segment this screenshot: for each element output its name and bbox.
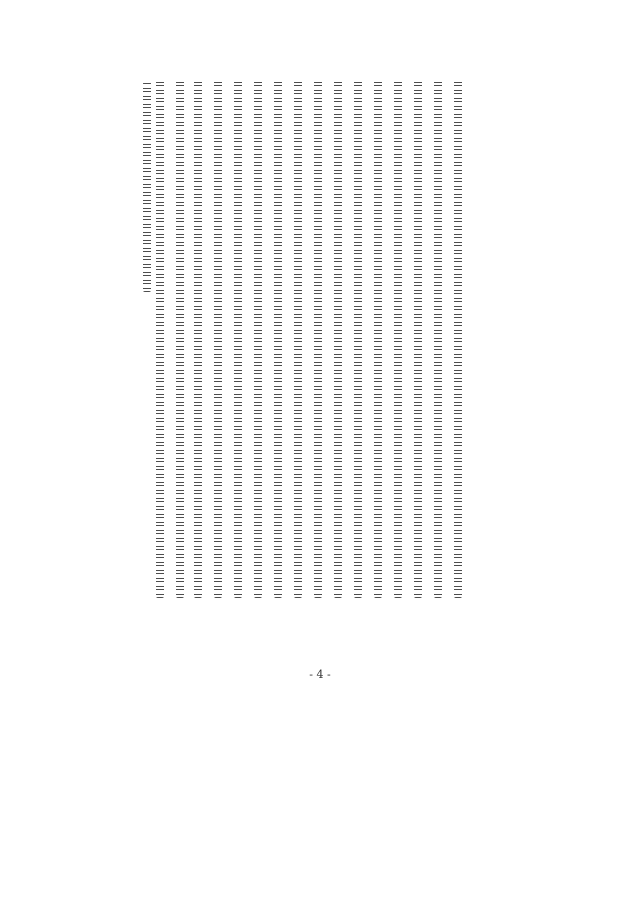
text-column bbox=[156, 78, 164, 598]
text-column bbox=[374, 78, 382, 598]
text-column bbox=[143, 82, 151, 292]
text-column bbox=[434, 78, 442, 598]
page-number: - 4 - bbox=[309, 668, 331, 681]
text-column bbox=[234, 78, 242, 598]
text-column bbox=[194, 78, 202, 598]
text-column bbox=[334, 78, 342, 598]
text-column bbox=[176, 78, 184, 598]
text-column bbox=[354, 78, 362, 598]
text-column bbox=[294, 78, 302, 598]
text-column bbox=[414, 78, 422, 598]
text-column bbox=[454, 78, 462, 598]
text-column bbox=[274, 78, 282, 598]
text-column bbox=[314, 78, 322, 598]
text-column bbox=[394, 78, 402, 598]
text-column bbox=[214, 78, 222, 598]
text-column bbox=[254, 78, 262, 598]
mongolian-text-block bbox=[150, 100, 640, 440]
